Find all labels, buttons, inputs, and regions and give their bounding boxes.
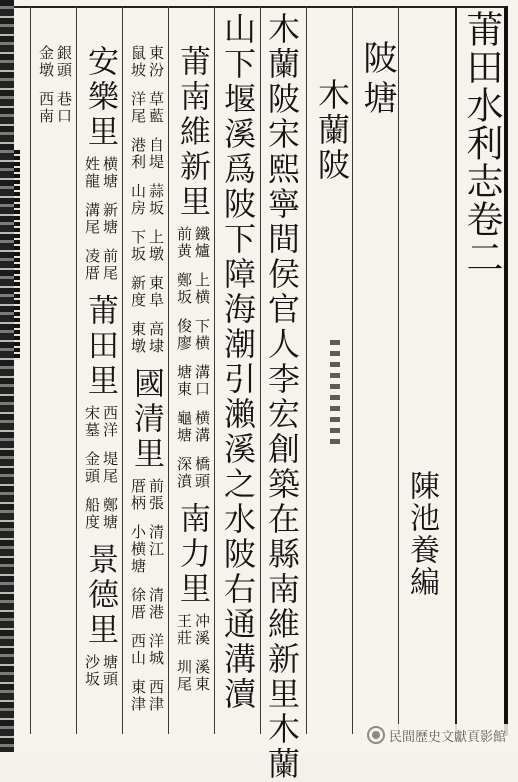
village-name: 高埭 (147, 321, 165, 355)
district-name: 南力里 (174, 502, 210, 607)
village-name: 洋尾 (129, 91, 147, 125)
district-name: 國清里 (128, 367, 164, 472)
column-rule (168, 6, 169, 734)
district-name: 莆田里 (82, 294, 118, 399)
village-name: 銀頭 (55, 45, 73, 79)
village-name: 堤尾 (101, 451, 119, 485)
village-name: 新塘 (101, 202, 119, 236)
village-name: 前黄 (175, 226, 193, 260)
village-name: 凌厝 (83, 248, 101, 282)
village-name: 西津 (147, 679, 165, 713)
village-name: 鐵爐 (193, 226, 211, 260)
village-name: 港利 (129, 137, 147, 171)
village-name: 姓龍 (83, 156, 101, 190)
village-name: 清江 (147, 524, 165, 558)
author-credit: 陳池養編 (404, 470, 439, 598)
village-name: 圳尾 (175, 659, 193, 693)
village-name: 前尾 (101, 248, 119, 282)
village-name: 東阜 (147, 275, 165, 309)
seal-stamp (330, 340, 340, 450)
village-name: 山房 (129, 183, 147, 217)
column-rule (260, 6, 261, 734)
village-name: 前張 (147, 478, 165, 512)
watermark-text: 民間歷史文獻頁影館 (388, 729, 506, 745)
village-name: 新度 (129, 275, 147, 309)
column-rule (214, 6, 215, 734)
village-name: 東津 (129, 679, 147, 713)
village-name: 東汾 (147, 45, 165, 79)
column-rule (30, 6, 31, 734)
village-name: 小横塘 (129, 524, 147, 575)
book-title: 莆田水利志卷二 (460, 10, 503, 276)
village-name: 自堤 (147, 137, 165, 171)
village-name: 西南 (37, 91, 55, 125)
column-rule (122, 6, 123, 734)
village-name: 上横 (193, 272, 211, 306)
village-name: 厝柄 (129, 478, 147, 512)
column-rule (306, 6, 307, 734)
village-name: 東墩 (129, 321, 147, 355)
village-name: 溝尾 (83, 202, 101, 236)
column-rule (455, 6, 457, 734)
village-name: 鄭塘 (101, 497, 119, 531)
village-name: 西山 (129, 633, 147, 667)
village-name: 下坂 (129, 229, 147, 263)
main-text-line: 山下堰溪爲陂下障海潮引瀨溪之水陂右通溝瀆 (219, 12, 257, 712)
village-name: 沙坂 (83, 654, 101, 688)
village-name: 清港 (147, 587, 165, 621)
watermark (363, 724, 510, 746)
wechat-icon (367, 726, 385, 744)
village-name: 横塘 (101, 156, 119, 190)
village-name: 溪東 (193, 659, 211, 693)
main-text-line: 木蘭陂宋熙寧間侯官人李宏創築在縣南維新里木蘭 (263, 12, 301, 782)
entry-heading: 木蘭陂 (313, 78, 351, 183)
village-name: 溝口 (193, 364, 211, 398)
village-name: 俊廖 (175, 318, 193, 352)
village-name: 鄭坂 (175, 272, 193, 306)
village-name: 深濆 (175, 456, 193, 490)
village-name: 下横 (193, 318, 211, 352)
village-name: 塘頭 (101, 654, 119, 688)
village-name: 船度 (83, 497, 101, 531)
village-name: 横溝 (193, 410, 211, 444)
village-name: 鼠坡 (129, 45, 147, 79)
damaged-binding-edge (0, 0, 14, 752)
column-rule (352, 6, 353, 734)
village-name: 徐厝 (129, 587, 147, 621)
village-name: 金頭 (83, 451, 101, 485)
column-rule (398, 6, 399, 734)
village-name: 蒜坂 (147, 183, 165, 217)
district-name: 安樂里 (82, 45, 118, 150)
column-rule (76, 6, 77, 734)
village-name: 龜塘 (175, 410, 193, 444)
village-name: 王莊 (175, 613, 193, 647)
village-name: 洋城 (147, 633, 165, 667)
village-name: 西洋 (101, 405, 119, 439)
village-name: 冲溪 (193, 613, 211, 647)
village-name: 巷口 (55, 91, 73, 125)
village-name: 塘東 (175, 364, 193, 398)
village-name: 上墩 (147, 229, 165, 263)
village-name: 金墩 (37, 45, 55, 79)
village-name: 橋頭 (193, 456, 211, 490)
section-heading: 陂塘 (357, 40, 397, 120)
village-name: 宋墓 (83, 405, 101, 439)
district-name: 景德里 (82, 543, 118, 648)
district-name: 莆南維新里 (174, 45, 210, 220)
village-name: 草藍 (147, 91, 165, 125)
